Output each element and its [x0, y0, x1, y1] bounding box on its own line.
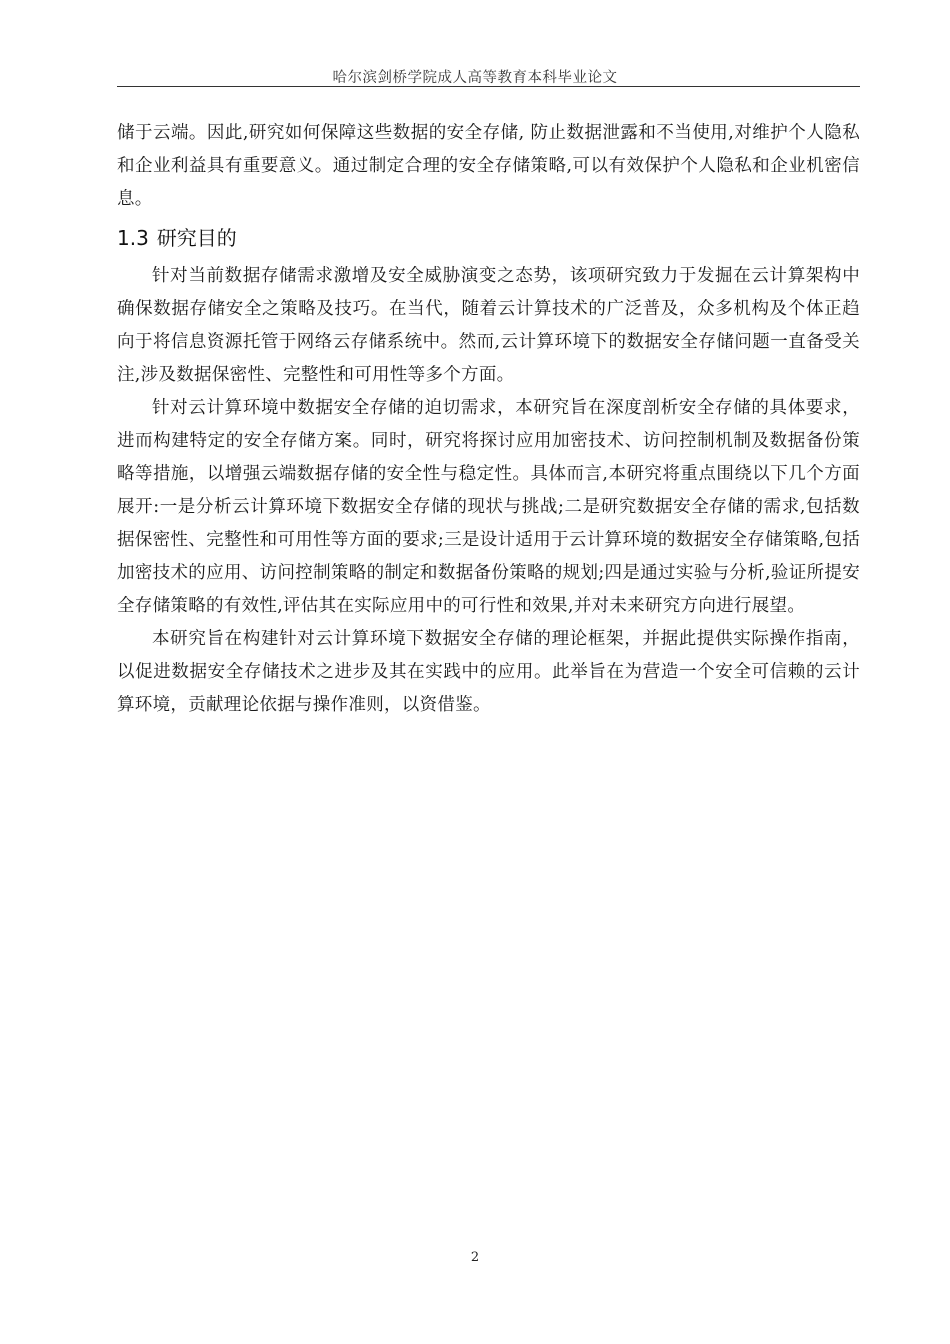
page-number: 2: [470, 1250, 480, 1265]
section-heading: [117, 222, 860, 254]
section-title: 研究目的: [156, 226, 237, 250]
section-number: 1.3: [117, 226, 149, 250]
intro-paragraph: 储于云端。因此,研究如何保障这些数据的安全存储, 防止数据泄露和不当使用,对维护个人隐私和企业利益具有重要意义。通过制定合理的安全存储策略,可以有效保护个人隐私和企业机密信息。: [117, 123, 860, 209]
page-content: [117, 117, 860, 722]
body-paragraph: 针对云计算环境中数据安全存储的迫切需求，本研究旨在深度剖析安全存储的具体要求，进而构建特定的安全存储方案。同时，研究将探讨应用加密技术、访问控制机制及数据备份策略等措施，以增强云端数据存储的安全性与稳定性。具体而言,本研究将重点围绕以下几个方面展开:一是分析云计算环境下数据安全存储的现状与挑战;二是研究数据安全存储的需求,包括数据保密性、完整性和可用性等方面的要求;三是设计适用于云计算环境的数据安全存储策略,包括加密技术的应用、访问控制策略的制定和数据备份策略的规划;四是通过实验与分析,验证所提安全存储策略的有效性,评估其在实际应用中的可行性和效果,并对未来研究方向进行展望。: [117, 398, 860, 616]
body-paragraph: 本研究旨在构建针对云计算环境下数据安全存储的理论框架，并据此提供实际操作指南，以促进数据安全存储技术之进步及其在实践中的应用。此举旨在为营造一个安全可信赖的云计算环境，贡献理论依据与操作准则，以资借鉴。: [117, 629, 860, 715]
header-divider: [117, 86, 860, 87]
body-paragraph: 针对当前数据存储需求激增及安全威胁演变之态势，该项研究致力于发掘在云计算架构中确保数据存储安全之策略及技巧。在当代，随着云计算技术的广泛普及，众多机构及个体正趋向于将信息资源托管于网络云存储系统中。然而,云计算环境下的数据安全存储问题一直备受关注,涉及数据保密性、完整性和可用性等多个方面。: [117, 266, 860, 385]
running-header: 哈尔滨剑桥学院成人高等教育本科毕业论文: [332, 70, 618, 86]
